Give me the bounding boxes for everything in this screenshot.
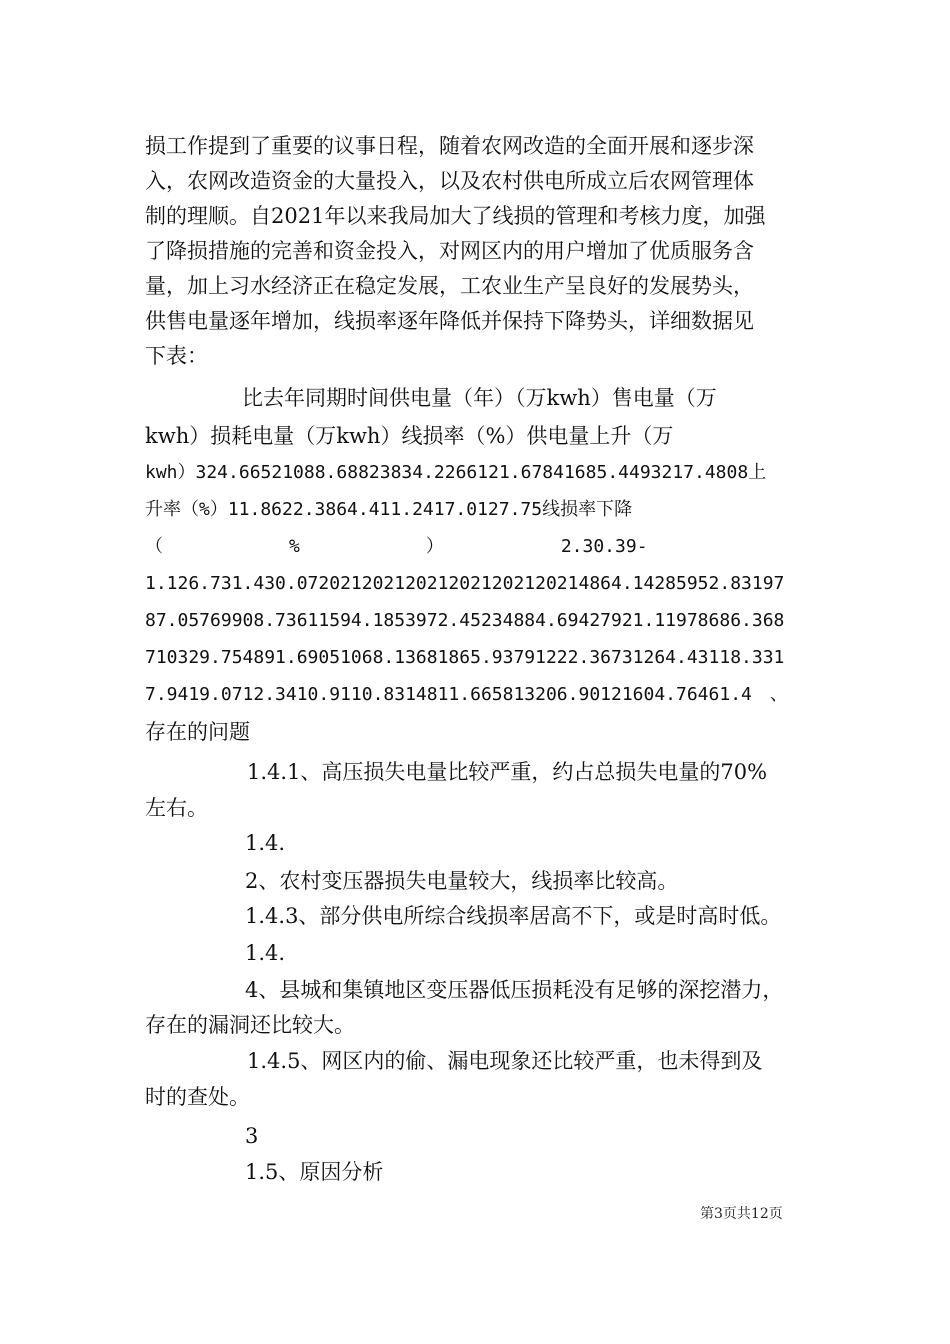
list-item: 1.4.1、高压损失电量比较严重，约占总损失电量的70% [247, 760, 768, 784]
table-text-line: kwh）324.66521088.68823834.2266121.67841685.4493217.4808上 [145, 462, 767, 483]
list-item: 2、农村变压器损失电量较大，线损率比较高。 [245, 869, 679, 893]
table-text-line: 升率（%）11.8622.3864.411.2417.0127.75线损率下降 [145, 499, 633, 520]
page-number-text: 3 [245, 1124, 259, 1148]
page-footer: 第3页共12页 [700, 1206, 783, 1222]
body-text-line: 了降损措施的完善和资金投入，对网区内的用户增加了优质服务含 [145, 239, 754, 263]
table-text-line: 87.05769908.73611594.1853972.45234884.69427921.11978686.368 [145, 610, 785, 631]
table-text-line: kwh）损耗电量（万kwh）线损率（%）供电量上升（万 [145, 424, 674, 448]
list-item: 1.4.3、部分供电所综合线损率居高不下，或是时高时低。 [245, 904, 782, 928]
list-item-number: 1.4. [245, 941, 286, 965]
section-heading: 存在的问题 [145, 720, 250, 744]
table-text-line: 1.126.731.430.072021202120212021202120214864.14285952.83197 [145, 573, 785, 594]
body-text-line: 损工作提到了重要的议事日程，随着农网改造的全面开展和逐步深 [145, 134, 754, 158]
list-item-continuation: 存在的漏洞还比较大。 [145, 1013, 355, 1037]
body-text-line: 入，农网改造资金的大量投入，以及农村供电所成立后农网管理体 [145, 169, 754, 193]
table-text-line: 7.9419.0712.3410.9110.8314811.665813206.90121604.76461.4 、 [145, 684, 788, 705]
list-item: 4、县城和集镇地区变压器低压损耗没有足够的深挖潜力， [245, 978, 784, 1002]
section-heading: 1.5、原因分析 [245, 1160, 384, 1184]
table-text-line: 710329.754891.69051068.13681865.93791222.36731264.43118.331 [145, 647, 785, 668]
body-text-line: 量，加上习水经济正在稳定发展，工农业生产呈良好的发展势头， [145, 274, 754, 298]
body-text-line: 制的理顺。自2021年以来我局加大了线损的管理和考核力度，加强 [145, 204, 766, 228]
table-text-line: 比去年同期时间供电量（年）（万kwh）售电量（万 [200, 386, 717, 410]
list-item-number: 1.4. [245, 831, 286, 855]
table-text-line: （ % ） 2.30.39- [145, 536, 648, 557]
list-item-continuation: 左右。 [145, 796, 208, 820]
list-item: 1.4.5、网区内的偷、漏电现象还比较严重，也未得到及 [247, 1049, 763, 1073]
list-item-continuation: 时的查处。 [145, 1085, 250, 1109]
body-text-line: 供售电量逐年增加，线损率逐年降低并保持下降势头，详细数据见 [145, 309, 754, 333]
body-text-line: 下表： [145, 344, 208, 368]
